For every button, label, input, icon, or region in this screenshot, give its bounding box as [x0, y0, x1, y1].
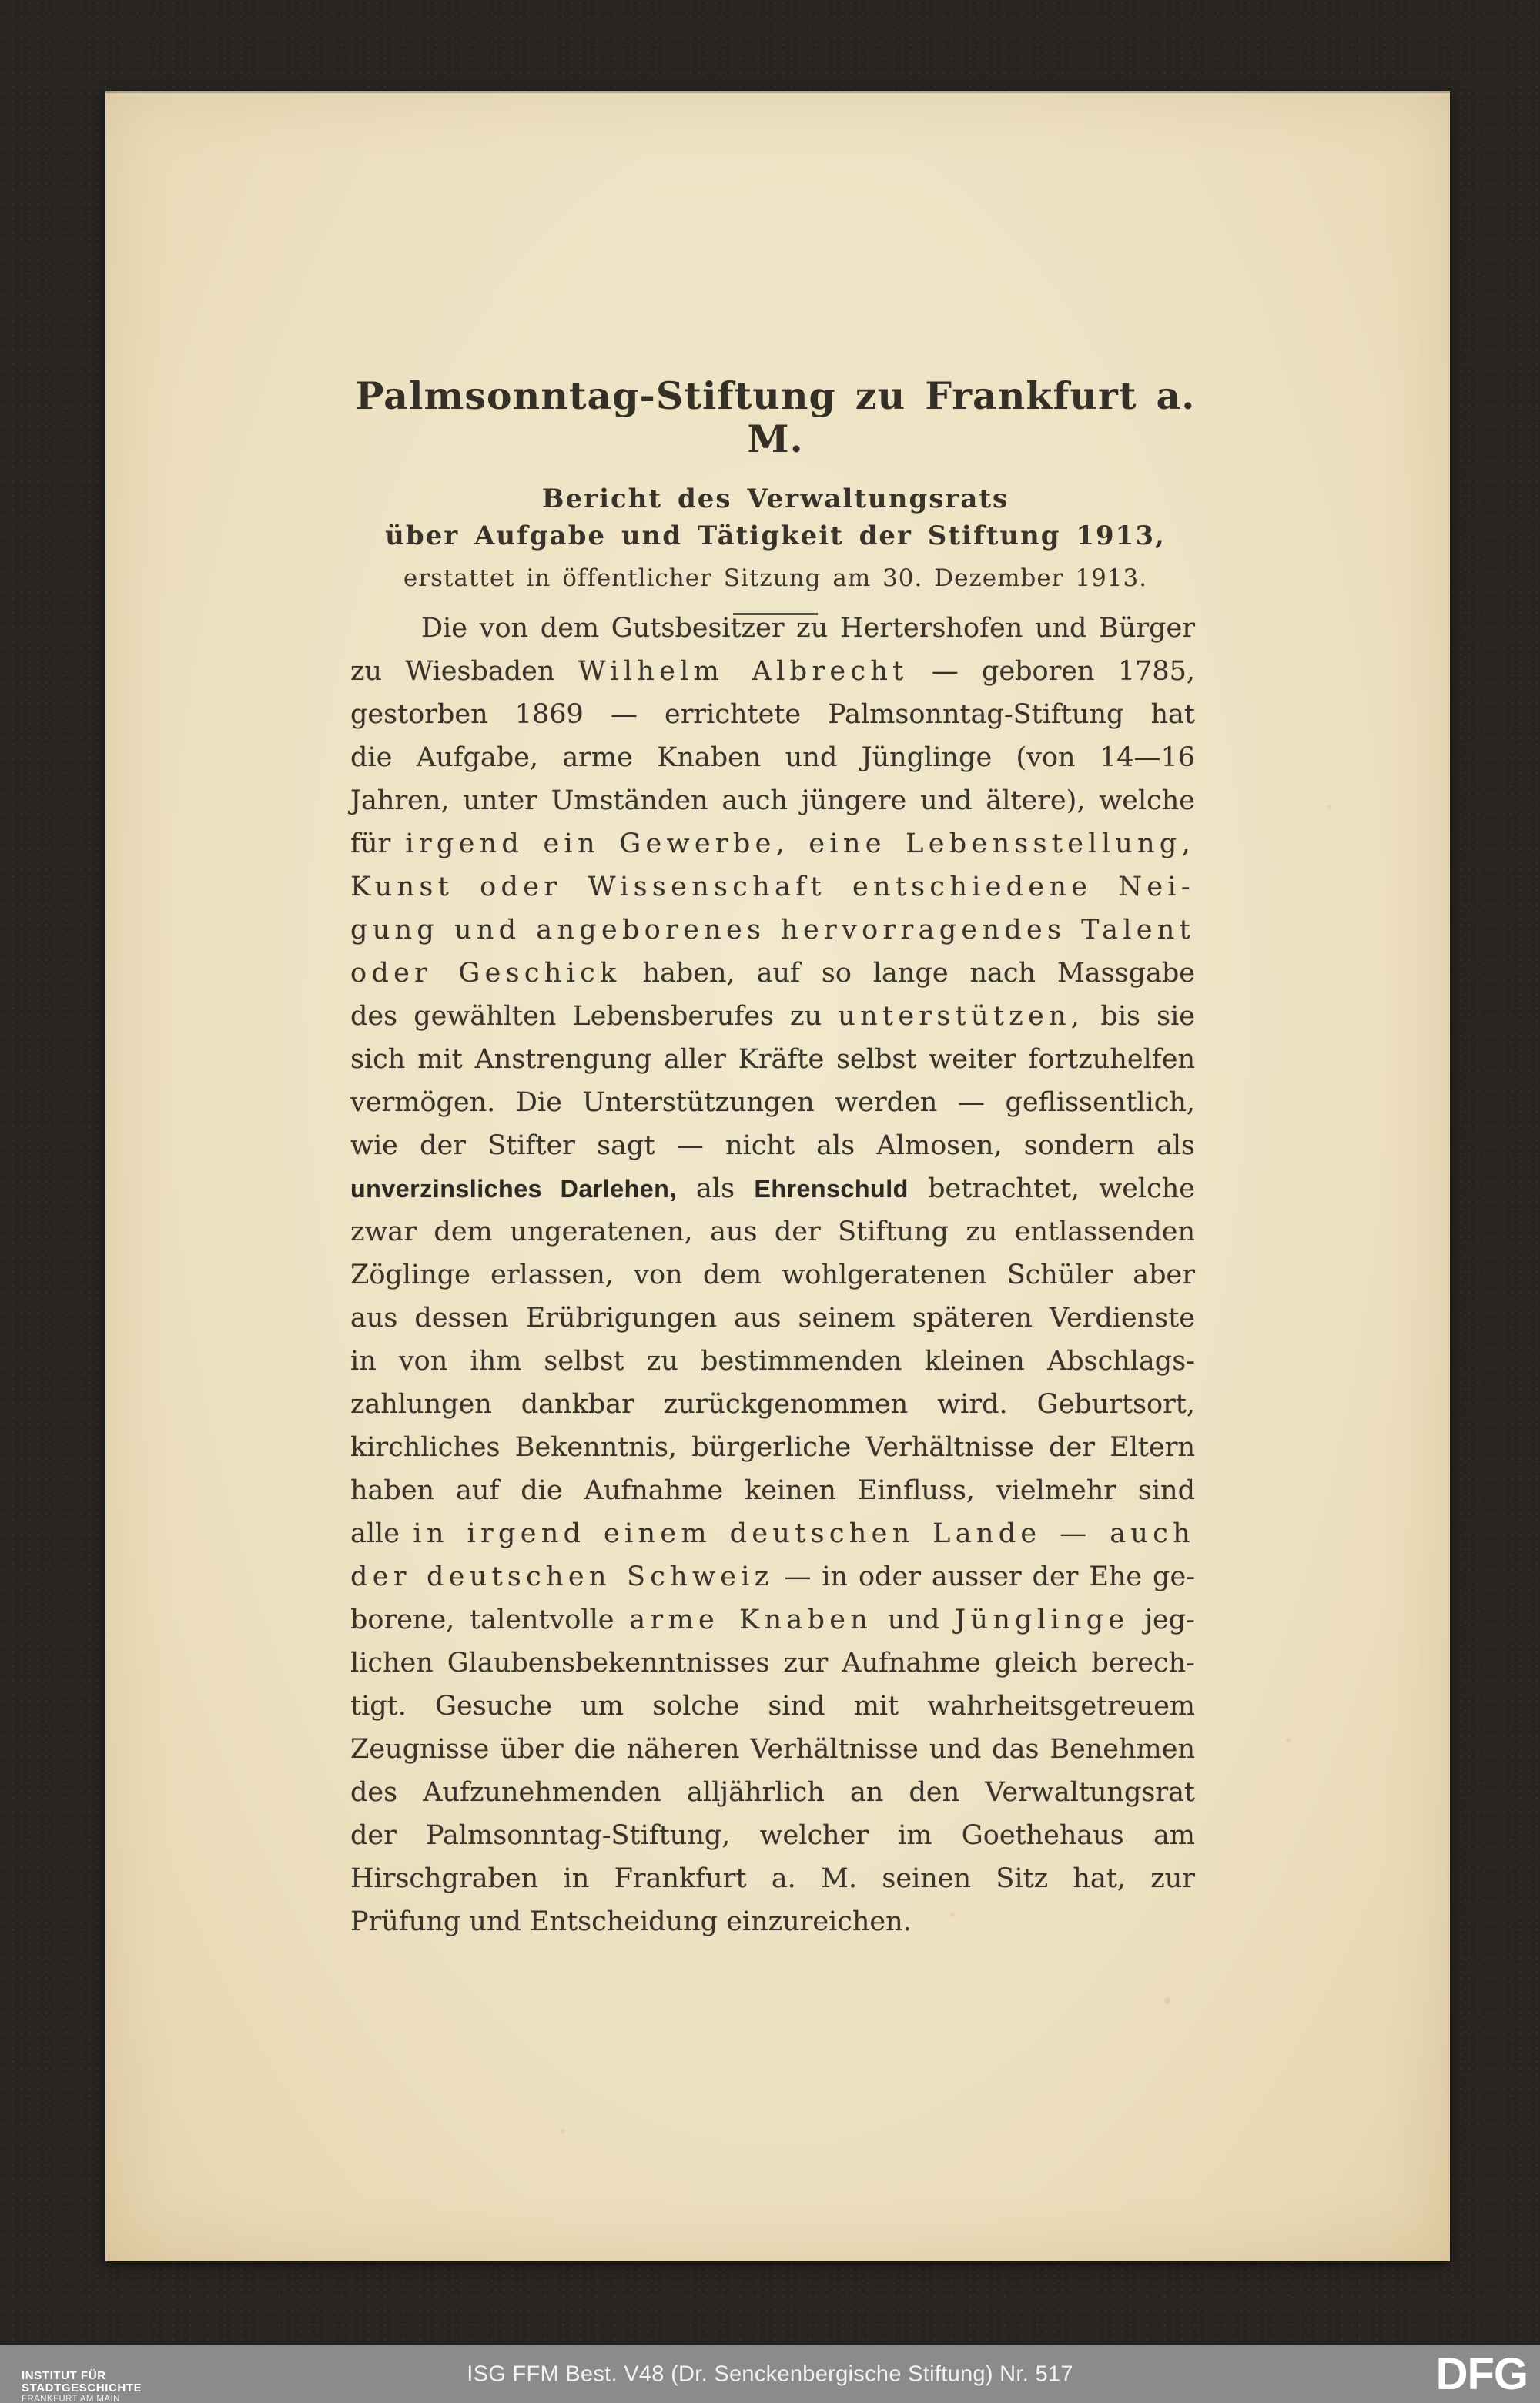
text-line [350, 693, 1195, 736]
text-segment: zu Wiesbaden [350, 656, 578, 687]
text-line [350, 1685, 1195, 1728]
text-segment: die Aufgabe, arme Knaben und Jünglinge (von 14—16 [350, 742, 1195, 773]
text-segment: lichen Glaubensbekenntnisses zur Aufnahme gleich berech- [350, 1648, 1195, 1678]
text-segment: haben auf die Aufnahme keinen Einfluss, vielmehr sind [350, 1475, 1195, 1506]
text-line [350, 1598, 1195, 1642]
text-line [350, 736, 1195, 779]
text-segment: alle [350, 1518, 413, 1549]
text-line [350, 1555, 1195, 1598]
text-line [350, 1124, 1195, 1167]
text-segment: tigt. Gesuche um solche sind mit wahrheitsgetreuem [350, 1691, 1195, 1722]
text-segment: sich mit Anstrengung aller Kräfte selbst weiter fortzuhelfen [350, 1044, 1195, 1075]
subtitle-line-3: erstattet in öffentlicher Sitzung am 30. Dezember 1913. [403, 564, 1148, 592]
text-segment: Prüfung und Entscheidung einzureichen. [350, 1906, 912, 1937]
text-line [350, 1038, 1195, 1081]
text-segment: als [676, 1173, 755, 1204]
text-segment: der Palmsonntag-Stiftung, welcher im Goethehaus am [350, 1820, 1195, 1851]
subtitle-line-1: Bericht des Verwaltungsrats [541, 484, 1009, 514]
text-line [350, 909, 1195, 952]
text-segment: Zöglinge erlassen, von dem wohlgeratenen Schüler aber [350, 1260, 1195, 1290]
archive-footer-bar [0, 2345, 1540, 2403]
document-body [350, 607, 1195, 1943]
institute-logo-line2: STADTGESCHICHTE [22, 2381, 142, 2395]
text-segment: betrachtet, welche [908, 1173, 1195, 1204]
text-line [350, 1857, 1195, 1900]
text-segment: für [350, 828, 406, 859]
text-line [350, 607, 1195, 650]
text-line [350, 1081, 1195, 1124]
letterspaced-text-segment: oder Geschick [350, 958, 621, 989]
text-segment: — in oder ausser der Ehe ge- [773, 1561, 1195, 1592]
text-segment: borene, talentvolle [350, 1605, 630, 1635]
text-line [350, 1512, 1195, 1555]
letterspaced-text-segment: unterstützen, [838, 1001, 1085, 1032]
text-segment: jeg- [1129, 1605, 1195, 1635]
letterspaced-text-segment: arme Knaben [629, 1605, 873, 1635]
text-line [350, 1814, 1195, 1857]
text-segment: zwar dem ungeratenen, aus der Stiftung zu entlassenden [350, 1217, 1195, 1247]
dfg-logo: DFG [1435, 2348, 1528, 2399]
document-page [105, 91, 1450, 2261]
letterspaced-text-segment: gung und angeborenes hervorragendes Talent [350, 915, 1195, 945]
text-line [350, 952, 1195, 995]
text-segment: wie der Stifter sagt — nicht als Almosen, sondern als [350, 1130, 1195, 1161]
institute-logo-line3: FRANKFURT AM MAIN [22, 2395, 120, 2403]
text-line [350, 1253, 1195, 1297]
text-line [350, 865, 1195, 909]
letterspaced-text-segment: der deutschen Schweiz [350, 1561, 774, 1592]
text-line [350, 822, 1195, 865]
text-segment: haben, auf so lange nach Massgabe [621, 958, 1195, 989]
archive-reference: ISG FFM Best. V48 (Dr. Senckenbergische Stiftung) Nr. 517 [467, 2361, 1073, 2386]
bold-text-segment: unverzinsliches Darlehen, [350, 1175, 677, 1203]
text-segment: vermögen. Die Unterstützungen werden — geflissentlich, [350, 1087, 1195, 1118]
text-segment: Hirschgraben in Frankfurt a. M. seinen Sitz hat, zur [350, 1863, 1195, 1894]
text-segment: bis sie [1084, 1001, 1195, 1032]
text-segment: kirchliches Bekenntnis, bürgerliche Verhältnisse der Eltern [350, 1432, 1195, 1463]
text-line [350, 1426, 1195, 1469]
text-segment: gestorben 1869 — errichtete Palmsonntag-Stiftung hat [350, 699, 1195, 730]
text-segment: des gewählten Lebensberufes zu [350, 1001, 839, 1032]
text-line [350, 1340, 1195, 1383]
bold-text-segment: Ehrenschuld [754, 1175, 909, 1203]
text-segment: Jahren, unter Umständen auch jüngere und ältere), welche [350, 785, 1195, 816]
text-line [350, 650, 1195, 693]
text-line [350, 1297, 1195, 1340]
text-line [350, 1167, 1195, 1210]
text-line [350, 1771, 1195, 1814]
subtitle-line-2: über Aufgabe und Tätigkeit der Stiftung 1913, [385, 520, 1166, 551]
document-title: Palmsonntag-Stiftung zu Frankfurt a. M. [355, 373, 1196, 461]
text-line [350, 1383, 1195, 1426]
institute-logo [22, 2370, 142, 2403]
text-segment: Die von dem Gutsbesitzer zu Hertershofen und Bürger [421, 613, 1195, 644]
text-line [350, 1642, 1195, 1685]
letterspaced-text-segment: Kunst oder Wissenschaft entschiedene Nei- [350, 872, 1195, 902]
letterspaced-text-segment: in irgend einem deutschen Lande — auch [413, 1518, 1195, 1549]
text-segment: zahlungen dankbar zurückgenommen wird. Geburtsort, [350, 1389, 1195, 1420]
text-segment: des Aufzunehmenden alljährlich an den Verwaltungsrat [350, 1777, 1195, 1808]
text-segment: in von ihm selbst zu bestimmenden kleinen Abschlags- [350, 1346, 1195, 1377]
text-segment: aus dessen Erübrigungen aus seinem späteren Verdienste [350, 1303, 1195, 1334]
text-line [350, 1900, 1195, 1943]
letterspaced-text-segment: irgend ein Gewerbe, eine Lebensstellung, [405, 828, 1196, 859]
text-line [350, 1210, 1195, 1253]
letterspaced-text-segment: Jünglinge [955, 1605, 1130, 1635]
institute-logo-line1: INSTITUT FÜR [22, 2369, 106, 2382]
text-segment: und [872, 1605, 956, 1635]
text-segment: Zeugnisse über die näheren Verhältnisse und das Benehmen [350, 1734, 1195, 1765]
letterspaced-text-segment: Wilhelm Albrecht [578, 656, 909, 687]
document-header [336, 374, 1214, 615]
text-line [350, 995, 1195, 1038]
text-line [350, 1728, 1195, 1771]
text-line [350, 779, 1195, 822]
text-segment: — geboren 1785, [908, 656, 1195, 687]
text-line [350, 1469, 1195, 1512]
